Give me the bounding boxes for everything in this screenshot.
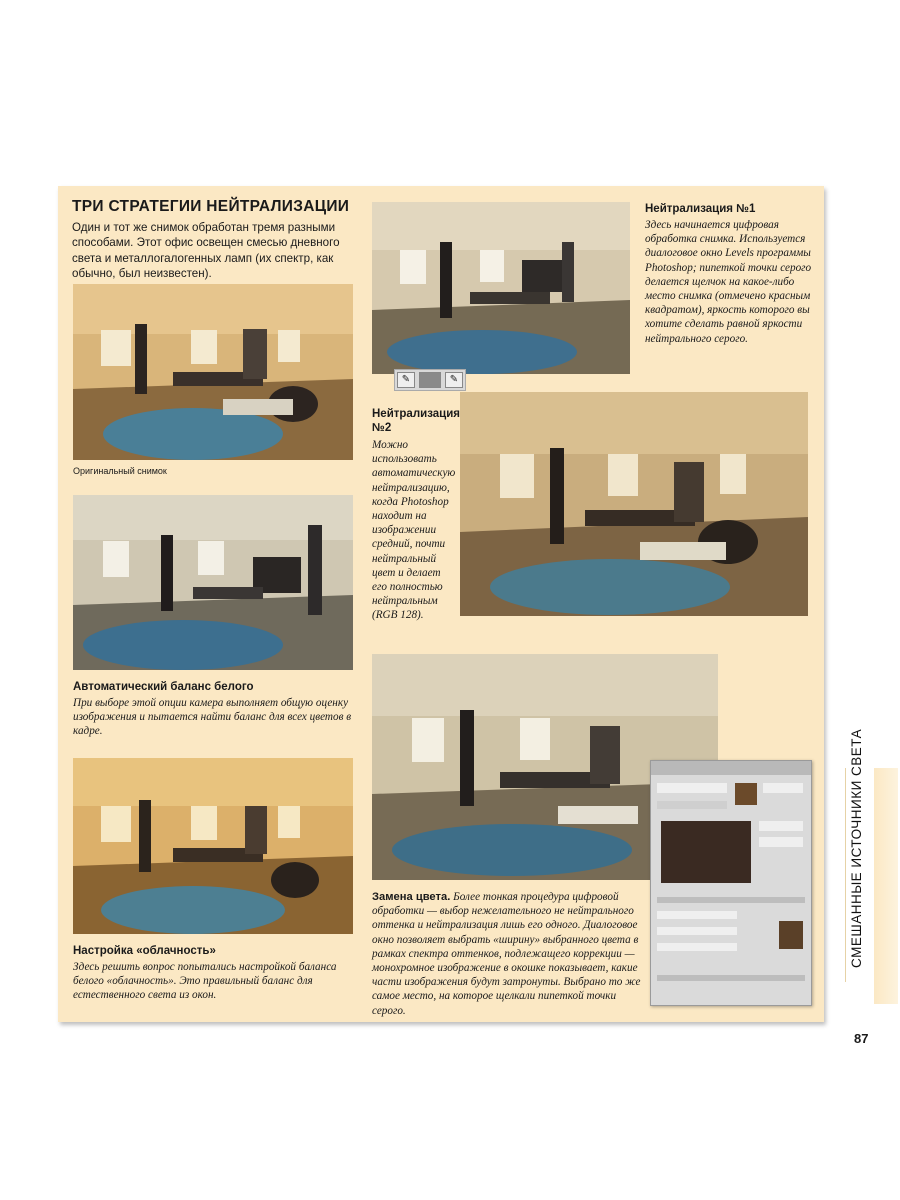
replace-color-dialog: [650, 760, 812, 1006]
auto-wb-title: Автоматический баланс белого: [73, 681, 254, 693]
intro-text: Один и тот же снимок обработан тремя разными способами. Этот офис освещен смесью дневного света и металлогалогенных ламп (их спектр, как обычно, был неизвестен).: [72, 221, 340, 281]
page-number: 87: [854, 1031, 869, 1046]
section-title: ТРИ СТРАТЕГИИ НЕЙТРАЛИЗАЦИИ: [72, 198, 350, 215]
eyedropper-toolbar: [394, 369, 466, 391]
caption-original: Оригинальный снимок: [73, 466, 167, 476]
neutral1-text: Здесь начинается цифровая обработка снимка. Используется диалоговое окно Levels программы Photoshop; пипеткой точки серого делается щелчок на какое-либо место снимка (отмечено красным квадратом), яркость которого вы хотите сделать равной яркости нейтрального серого.: [645, 219, 812, 345]
replace-body: Более тонкая процедура цифровой обработки — выбор нежелательного не нейтрального оттенка и нейтрализация лишь его одного. Диалоговое окно позволяет выбрать «ширину» выбранного цвета в рамках спектра оттенков, подлежащего коррекции — монохромное изображение в окошке показывает, какие части изображения будут затронуты. Выбрано то же самое место, на которое щелкали пипеткой точки серого.: [372, 891, 641, 1017]
neutral2-text: Можно использовать автоматическую нейтрализацию, когда Photoshop находит на изображении средний, почти нейтральный цвет и делает его полностью нейтральным (RGB 128).: [372, 439, 456, 622]
cloudy-title: Настройка «облачность»: [73, 945, 216, 957]
auto-wb-text: При выборе этой опции камера выполняет общую оценку изображения и пытается найти баланс для всех цветов в кадре.: [73, 697, 352, 738]
replace-lead: Замена цвета.: [372, 891, 451, 903]
replace-text: [372, 890, 648, 1018]
gray-point-eyedropper-icon: [419, 372, 441, 388]
black-point-eyedropper-icon: ✎: [397, 372, 415, 388]
photo-neutral1: [372, 202, 630, 374]
cloudy-text: Здесь решить вопрос попытались настройкой баланса белого «облачность». Это правильный баланс для естественного света из окон.: [73, 961, 337, 1002]
neutral2-title: Нейтрализация №2: [372, 408, 461, 434]
photo-original: [73, 284, 353, 460]
white-point-eyedropper-icon: ✎: [445, 372, 463, 388]
side-tab-label: СМЕШАННЫЕ ИСТОЧНИКИ СВЕТА: [849, 728, 864, 968]
photo-cloudy: [73, 758, 353, 934]
neutral1-title: Нейтрализация №1: [645, 203, 756, 215]
side-tab-band: [874, 768, 898, 1004]
photo-auto-wb: [73, 495, 353, 670]
photo-neutral2: [460, 392, 808, 616]
